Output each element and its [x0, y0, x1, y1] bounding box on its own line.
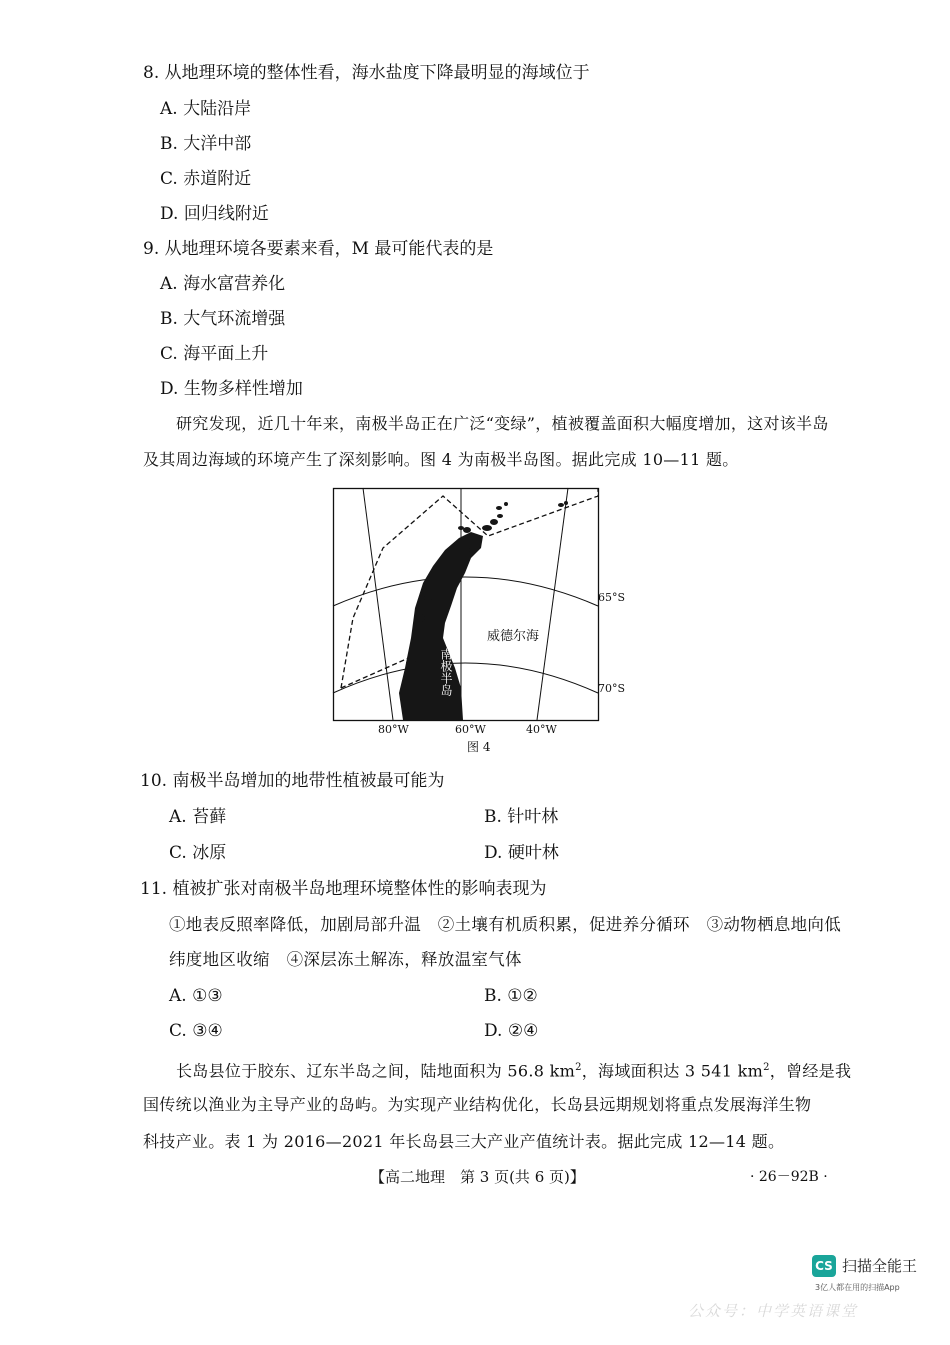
longitude-60w-label: 60°W	[455, 723, 486, 736]
q10-option-d: D. 硬叶林	[484, 843, 559, 863]
account-watermark: 公众号：中学英语课堂	[688, 1302, 859, 1320]
q10-option-c: C. 冰原	[169, 843, 227, 863]
figure-caption: 图 4	[467, 740, 491, 754]
question-11-stem: 11. 植被扩张对南极半岛地理环境整体性的影响表现为	[140, 879, 547, 899]
q8-option-b: B. 大洋中部	[160, 134, 252, 154]
q9-option-a: A. 海水富营养化	[160, 274, 286, 294]
q8-option-a: A. 大陆沿岸	[160, 99, 252, 119]
latitude-70s-label: 70°S	[598, 682, 626, 695]
q8-option-d: D. 回归线附近	[160, 204, 269, 224]
superscript-2-sea: 2	[763, 1062, 770, 1073]
q9-option-b: B. 大气环流增强	[160, 309, 286, 329]
superscript-2-land: 2	[575, 1062, 582, 1073]
question-9-stem: 9. 从地理环境各要素来看，M 最可能代表的是	[143, 239, 494, 259]
question-8-stem: 8. 从地理环境的整体性看，海水盐度下降最明显的海域位于	[143, 63, 590, 83]
q11-items-line-2: 纬度地区收缩 ④深层冻土解冻，释放温室气体	[169, 950, 522, 969]
q8-option-c: C. 赤道附近	[160, 169, 252, 189]
q11-option-c: C. ③④	[169, 1021, 223, 1041]
camscanner-brand: 扫描全能王	[842, 1257, 918, 1275]
peninsula-label: 南极半岛	[439, 648, 453, 696]
camscanner-logo-icon: CS	[812, 1255, 836, 1277]
q9-option-c: C. 海平面上升	[160, 344, 269, 364]
q10-option-a: A. 苔藓	[169, 807, 227, 827]
longitude-40w-line	[537, 488, 568, 720]
page-footer: 【高二地理 第 3 页(共 6 页)】	[370, 1168, 585, 1186]
weddell-sea-label: 威德尔海	[487, 629, 540, 644]
longitude-40w-label: 40°W	[526, 723, 557, 736]
camscanner-tagline: 3亿人都在用的扫描App	[815, 1283, 900, 1292]
longitude-80w-line	[363, 488, 393, 720]
dashed-boundary-line	[341, 488, 598, 688]
q11-option-a: A. ①③	[169, 986, 223, 1006]
longitude-80w-label: 80°W	[378, 723, 409, 736]
q9-option-d: D. 生物多样性增加	[160, 379, 303, 399]
map-frame	[334, 489, 599, 721]
q11-items-line-1: ①地表反照率降低，加剧局部升温 ②土壤有机质积累，促进养分循环 ③动物栖息地向低	[169, 915, 841, 934]
intro-paragraph-2-line-2: 国传统以渔业为主导产业的岛屿。为实现产业结构优化，长岛县远期规划将重点发展海洋生物	[143, 1095, 812, 1114]
page-code: · 26－92B ·	[750, 1169, 828, 1185]
q11-option-d: D. ②④	[484, 1021, 539, 1041]
intro-paragraph-2-line-3: 科技产业。表 1 为 2016—2021 年长岛县三大产业产值统计表。据此完成 12—14 题。	[143, 1132, 785, 1151]
intro-paragraph-1-line-1: 研究发现，近几十年来，南极半岛正在广泛“变绿”，植被覆盖面积大幅度增加，这对该半岛	[176, 414, 829, 433]
antarctic-peninsula-map	[333, 488, 626, 760]
q10-option-b: B. 针叶林	[484, 807, 559, 827]
line-end-text: ，曾经是我	[769, 1061, 852, 1081]
sea-area-text: ，海域面积达 3 541 km	[581, 1061, 764, 1081]
latitude-70s-line	[333, 663, 598, 693]
land-area-text: 长岛县位于胶东、辽东半岛之间，陆地面积为 56.8 km	[176, 1061, 576, 1081]
latitude-65s-line	[333, 577, 598, 606]
question-10-stem: 10. 南极半岛增加的地带性植被最可能为	[140, 771, 445, 791]
intro-paragraph-2-line-1	[176, 1057, 851, 1082]
q11-option-b: B. ①②	[484, 986, 538, 1006]
intro-paragraph-1-line-2: 及其周边海域的环境产生了深刻影响。图 4 为南极半岛图。据此完成 10—11 题。	[143, 450, 739, 469]
latitude-65s-label: 65°S	[598, 591, 626, 604]
